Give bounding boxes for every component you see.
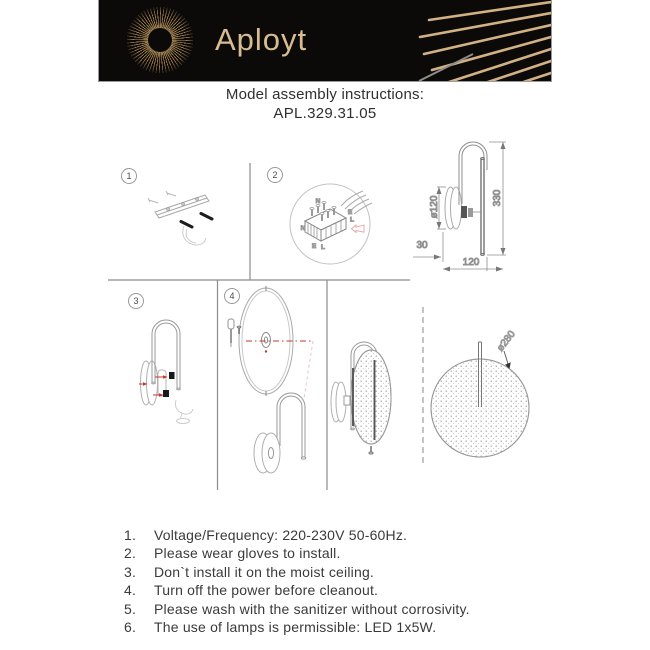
instruction-text: Don`t install it on the moist ceiling. (154, 563, 375, 580)
step-2-wiring-diagram (290, 184, 372, 264)
page-title: Model assembly instructions: (225, 86, 425, 103)
brand-name: Aployt (215, 22, 308, 57)
wire-label-l-bottom: L (321, 244, 325, 251)
wire-label-e-right: E (347, 209, 353, 216)
dim-height-label: 330 (492, 189, 503, 207)
dim-offset-label: 30 (416, 240, 428, 251)
instruction-number: 6. (124, 619, 137, 636)
step-badges (122, 168, 283, 309)
step-4-shade-diagram (228, 286, 313, 473)
instruction-number: 1. (124, 527, 137, 543)
instruction-number: 3. (124, 563, 137, 580)
instruction-item (124, 581, 564, 599)
wire-label-e-bottom: E (311, 243, 317, 250)
instruction-number: 4. (124, 582, 137, 599)
dim-width-label: 120 (462, 257, 480, 268)
dim-shade-diameter-label: ø280 (495, 328, 518, 354)
wire-label-n-left: N (300, 225, 306, 232)
wire-label-l-right: L (350, 216, 354, 224)
step-3-number: 3 (133, 296, 139, 306)
model-number: APL.329.31.05 (273, 105, 377, 122)
instruction-text: Please wear gloves to install. (154, 545, 341, 562)
instruction-number: 5. (124, 600, 137, 617)
step-1-bracket-diagram (148, 191, 212, 245)
dimension-drawing (413, 142, 506, 272)
instruction-item (124, 563, 564, 581)
assembled-lamp-view (331, 342, 391, 454)
instruction-item (124, 526, 564, 544)
instruction-number: 2. (124, 545, 137, 562)
instruction-item (124, 600, 564, 618)
screw-icon (237, 326, 241, 334)
instruction-text: Voltage/Frequency: 220-230V 50-60Hz. (154, 527, 408, 543)
instruction-text: Please wash with the sanitizer without corrosivity. (154, 600, 470, 617)
dim-diameter-label: ø120 (429, 195, 440, 219)
screwdriver-icon (228, 319, 234, 347)
instruction-text: The use of lamps is permissible: LED 1x5W. (154, 619, 437, 636)
step-3-mounting-diagram (139, 320, 193, 424)
instruction-item (124, 618, 564, 636)
instruction-list (124, 526, 564, 636)
step-4-number: 4 (229, 291, 235, 301)
step-2-number: 2 (272, 170, 278, 180)
instruction-item (124, 544, 564, 562)
step-1-number: 1 (126, 171, 132, 181)
wire-label-n-top: N (315, 198, 321, 205)
shade-front-view (431, 329, 529, 457)
instruction-text: Turn off the power before cleanout. (154, 582, 379, 599)
insert-direction-arrow (352, 225, 365, 232)
